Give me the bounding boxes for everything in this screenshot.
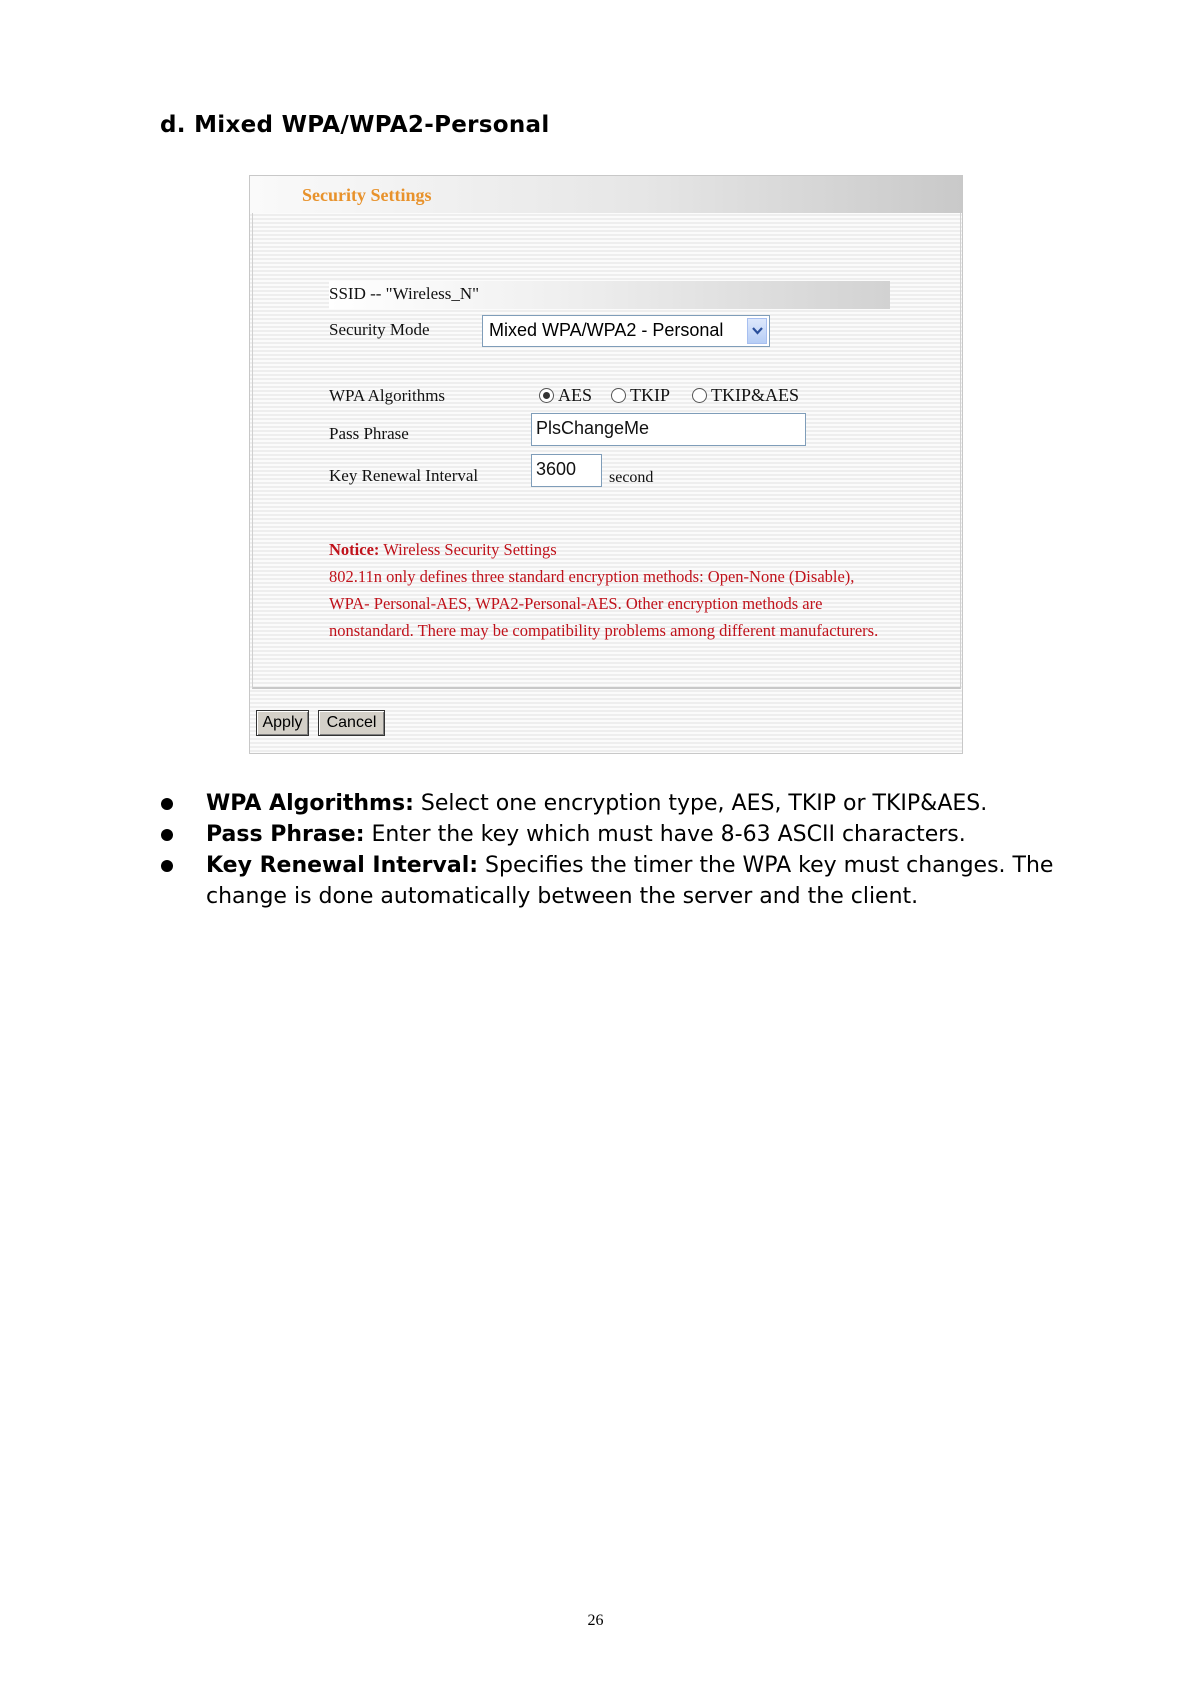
cancel-button[interactable]: Cancel [318,710,385,736]
list-item [160,850,1080,912]
notice-title: Notice: [329,540,380,559]
wpa-algorithms-label: WPA Algorithms [329,386,446,405]
bullet-text: Enter the key which must have 8-63 ASCII characters. [364,822,966,847]
notice-body: 802.11n only defines three standard encryption methods: Open-None (Disable), WPA- Personal-AES, WPA2-Personal-AES. Other encryption methods are nonstandard. There may be compatibility problems among different manufacturers. [329,567,879,640]
list-item [160,788,1080,819]
section-heading: d. Mixed WPA/WPA2-Personal [160,112,550,138]
pass-phrase-input[interactable]: PlsChangeMe [531,413,806,446]
bullet-text: Select one encryption type, AES, TKIP or TKIP&AES. [413,791,988,816]
panel-title: Security Settings [302,185,432,205]
notice-text [329,536,889,644]
settings-form [252,213,961,689]
key-renewal-input[interactable]: 3600 [531,454,602,487]
radio-tkip-label: TKIP [630,385,670,405]
ssid-label: SSID -- "Wireless_N" [329,284,480,303]
radio-tkip-aes-label: TKIP&AES [711,385,800,405]
bullet-icon [161,798,173,810]
key-renewal-unit: second [609,469,654,486]
bullet-icon [161,829,173,841]
apply-button[interactable]: Apply [256,710,309,736]
radio-tkip-aes[interactable] [692,388,707,403]
page-number: 26 [587,1612,604,1629]
chevron-down-icon[interactable] [747,318,767,344]
notice-heading: Wireless Security Settings [379,540,557,559]
radio-aes-label: AES [558,385,593,405]
radio-tkip[interactable] [611,388,626,403]
panel-header [250,176,962,213]
bullet-term: Pass Phrase: [206,822,365,847]
bullet-term: WPA Algorithms: [206,791,414,816]
bullet-term: Key Renewal Interval: [206,853,479,878]
security-settings-panel [249,175,963,754]
key-renewal-label: Key Renewal Interval [329,466,479,485]
bullet-icon [161,860,173,872]
security-mode-value: Mixed WPA/WPA2 - Personal [489,320,724,340]
bullet-text: Specifies the timer the WPA key must changes. The change is done automatically between the server and the client. [206,853,1054,909]
list-item [160,819,1080,850]
pass-phrase-label: Pass Phrase [329,424,409,443]
radio-aes[interactable] [539,388,554,403]
security-mode-select[interactable] [482,315,770,347]
security-mode-label: Security Mode [329,320,430,339]
bullet-list [160,788,1080,912]
